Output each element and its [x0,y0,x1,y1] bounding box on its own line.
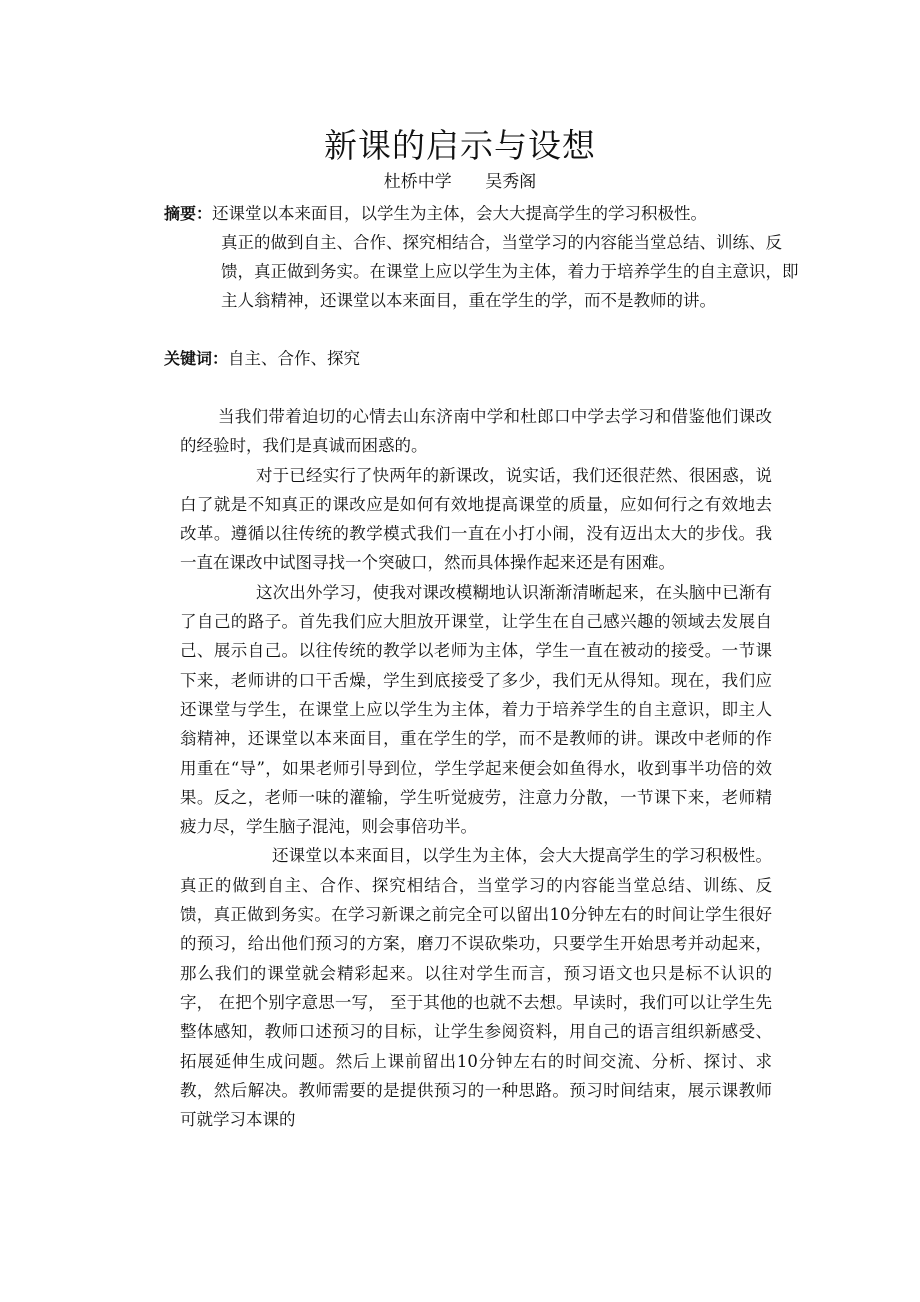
abstract-label: 摘要： [164,204,213,223]
paragraph-4: 还课堂以本来面目，以学生为主体，会大大提高学生的学习积极性。真正的做到自主、合作、探究相结合，当堂学习的内容能当堂总结、训练、反馈，真正做到务实。在学习新课之前完全可以留出10分钟左右的时间让学生很好的预习，给出他们预习的方案，磨刀不误砍柴功，只要学生开始思考并动起来，那么我们的课堂就会精彩起来。以往对学生而言，预习语文也只是标不认识的字， 在把个别字意思一写， 至于其他的也就不去想。早读时，我们可以让学生先整体感知，教师口述预习的目标，让学生参阅资料，用自己的语言组织新感受、拓展延伸生成问题。然后上课前留出10分钟左右的时间交流、分析、探讨、求教，然后解决。教师需要的是提供预习的一种思路。预习时间结束，展示课教师可就学习本课的 [180,846,772,1130]
author-school: 杜桥中学 [383,172,452,192]
abstract-first-line [164,199,804,228]
keywords [164,344,804,373]
paragraph-1: 当我们带着迫切的心情去山东济南中学和杜郎口中学去学习和借鉴他们课改的经验时，我们是真诚而困惑的。 [180,407,772,456]
keywords-text: 自主、合作、探究 [228,349,361,368]
document-title: 新课的启示与设想 [324,126,596,165]
paragraph-2: 对于已经实行了快两年的新课改，说实话，我们还很茫然、很困惑，说白了就是不知真正的课改应是如何有效地提高课堂的质量，应如何行之有效地去改革。遵循以往传统的教学模式我们一直在小打小闹，没有迈出太大的步伐。我一直在课改中试图寻找一个突破口，然而具体操作起来还是有困难。 [180,465,772,573]
abstract-text-first: 还课堂以本来面目，以学生为主体，会大大提高学生的学习积极性。 [212,204,708,223]
author-name: 吴秀阁 [485,172,537,192]
abstract [164,199,804,315]
paragraph-3: 这次出外学习，使我对课改模糊地认识渐渐清晰起来，在头脑中已渐有了自己的路子。首先我们应大胆放开课堂，让学生在自己感兴趣的领域去发展自己、展示自己。以往传统的教学以老师为主体，学生一直在被动的接受。一节课下来，老师讲的口干舌燥，学生到底接受了多少，我们无从得知。现在，我们应还课堂与学生，在课堂上应以学生为主体，着力于培养学生的自主意识，即主人翁精神，还课堂以本来面目，重在学生的学，而不是教师的讲。课改中老师的作用重在“导”，如果老师引导到位，学生学起来便会如鱼得水，收到事半功倍的效果。反之，老师一味的灌输，学生听觉疲劳，注意力分散，一节课下来，老师精疲力尽，学生脑子混沌，则会事倍功半。 [180,582,772,837]
abstract-text-rest: 真正的做到自主、合作、探究相结合，当堂学习的内容能当堂总结、训练、反馈，真正做到务实。在课堂上应以学生为主体，着力于培养学生的自主意识，即主人翁精神，还课堂以本来面目，重在学生的学，而不是教师的讲。 [221,233,799,310]
keywords-label: 关键词： [164,349,229,368]
body-text [180,402,772,1134]
byline [0,170,920,194]
